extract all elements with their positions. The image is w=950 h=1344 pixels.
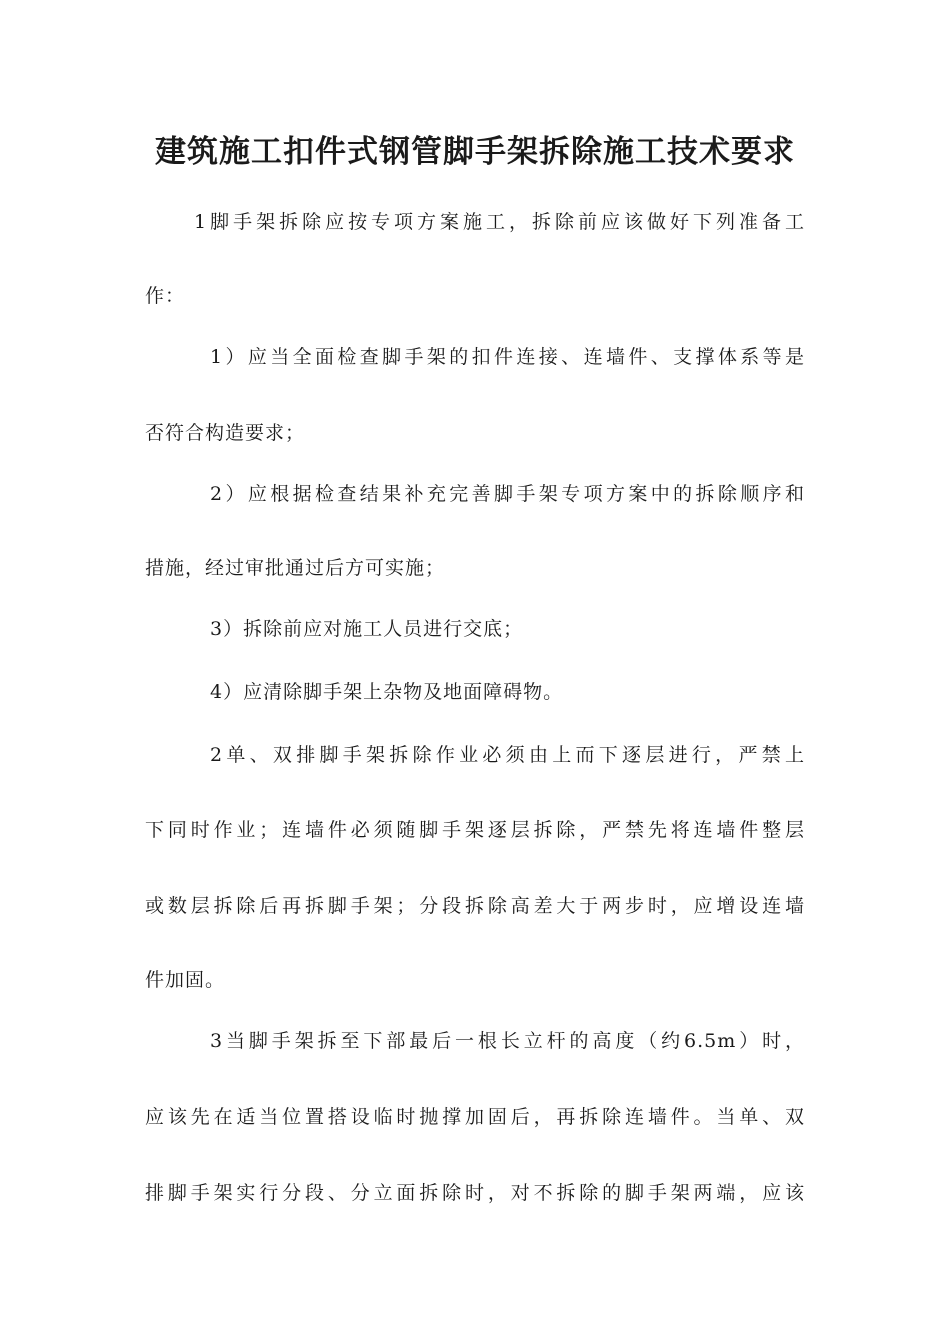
- paragraph-line: 下同时作业；连墙件必须随脚手架逐层拆除，严禁先将连墙件整层: [145, 819, 805, 841]
- paragraph-line: 1）应当全面检查脚手架的扣件连接、连墙件、支撑体系等是: [210, 346, 805, 368]
- paragraph-line: 作：: [145, 285, 186, 307]
- paragraph-line: 1脚手架拆除应按专项方案施工，拆除前应该做好下列准备工: [194, 211, 805, 233]
- paragraph-line: 3）拆除前应对施工人员进行交底；: [210, 618, 524, 640]
- paragraph-line: 4）应清除脚手架上杂物及地面障碍物。: [210, 681, 564, 703]
- paragraph-line: 或数层拆除后再拆脚手架；分段拆除高差大于两步时，应增设连墙: [145, 895, 805, 917]
- paragraph-line: 3当脚手架拆至下部最后一根长立杆的高度（约6.5m）时，: [210, 1030, 805, 1052]
- document-title: 建筑施工扣件式钢管脚手架拆除施工技术要求: [155, 134, 795, 170]
- paragraph-line: 2单、双排脚手架拆除作业必须由上而下逐层进行，严禁上: [210, 744, 805, 766]
- paragraph-line: 应该先在适当位置搭设临时抛撑加固后，再拆除连墙件。当单、双: [145, 1106, 805, 1128]
- paragraph-line: 措施，经过审批通过后方可实施；: [145, 557, 446, 579]
- paragraph-line: 2）应根据检查结果补充完善脚手架专项方案中的拆除顺序和: [210, 483, 805, 505]
- paragraph-line: 否符合构造要求；: [145, 422, 306, 444]
- paragraph-line: 件加固。: [145, 969, 226, 991]
- paragraph-line: 排脚手架实行分段、分立面拆除时，对不拆除的脚手架两端，应该: [145, 1182, 805, 1204]
